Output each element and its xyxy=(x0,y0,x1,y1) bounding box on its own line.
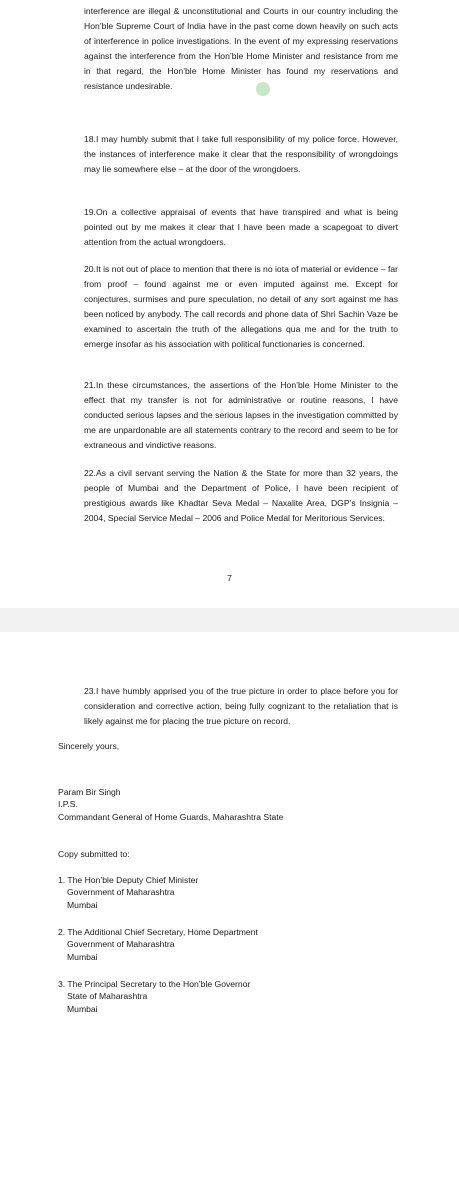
copy-recipient-1: 1. The Hon’ble Deputy Chief Minister Government of Maharashtra Mumbai xyxy=(58,875,199,910)
signature-block xyxy=(58,786,418,823)
closing-salutation: Sincerely yours, xyxy=(58,741,120,751)
paragraph-23: 23.I have humbly apprised you of the true picture in order to place before you for consideration and corrective action, being fully cognizant to the retaliation that is likely against me for placing the true picture on record. xyxy=(84,686,398,726)
copy-recipient-2: 2. The Additional Chief Secretary, Home Department Government of Maharashtra Mumbai xyxy=(58,927,258,962)
copy-heading: Copy submitted to: xyxy=(58,849,130,859)
paragraph-21: 21.In these circumstances, the assertions of the Hon’ble Home Minister to the effect that my transfer is not for administrative or routine reasons, I have conducted serious lapses and the serious lapses in the investigation committed by me are unpardonable are all statements contrary to the record and seem to be for extraneous and vindictive reasons. xyxy=(84,380,398,450)
signatory-service: I.P.S. xyxy=(58,799,78,810)
page-number: 7 xyxy=(227,573,232,583)
paragraph-19: 19.On a collective appraisal of events that have transpired and what is being pointed out by me makes it clear that I have been made a scapegoat to divert attention from the actual wrongdoers. xyxy=(84,207,398,247)
paragraph-17-continued: interference are illegal & unconstitutional and Courts in our country including the Hon’ble Supreme Court of India have in the past come down heavily on such acts of interference in police investigations. In the event of my expressing reservations against the interference from the Hon’ble Home Minister and resistance from me in that regard, the Hon’ble Home Minister has found my reservations and resistance undesirable. xyxy=(84,6,398,91)
paragraph-22: 22.As a civil servant serving the Nation & the State for more than 32 years, the people of Mumbai and the Department of Police, I have been recipient of prestigious awards like Khadtar Seva Medal – Naxalite Area, DGP’s Insignia – 2004, Special Service Medal – 2006 and Police Medal for Meritorious Services. xyxy=(84,468,398,523)
paragraph-18: 18.I may humbly submit that I take full responsibility of my police force. However, the instances of interference make it clear that the responsibility of wrongdoings may lie somewhere else – at the door of the wrongdoers. xyxy=(84,134,398,174)
paragraph-20: 20.It is not out of place to mention that there is no iota of material or evidence – far from proof – found against me or even imputed against me. Except for conjectures, surmises and pure speculation, no detail of any sort against me has been noticed by anybody. The call records and phone data of Shri Sachin Vaze be examined to ascertain the truth of the allegations qua me and for the truth to emerge insofar as his association with political functionaries is concerned. xyxy=(84,264,398,349)
copy-recipient-3: 3. The Principal Secretary to the Hon’ble Governor State of Maharashtra Mumbai xyxy=(58,979,251,1014)
signatory-designation: Commandant General of Home Guards, Maharashtra State xyxy=(58,811,284,822)
highlight-mark xyxy=(256,82,270,96)
document-page-8 xyxy=(0,632,459,1200)
signatory-name: Param Bir Singh xyxy=(58,787,121,797)
